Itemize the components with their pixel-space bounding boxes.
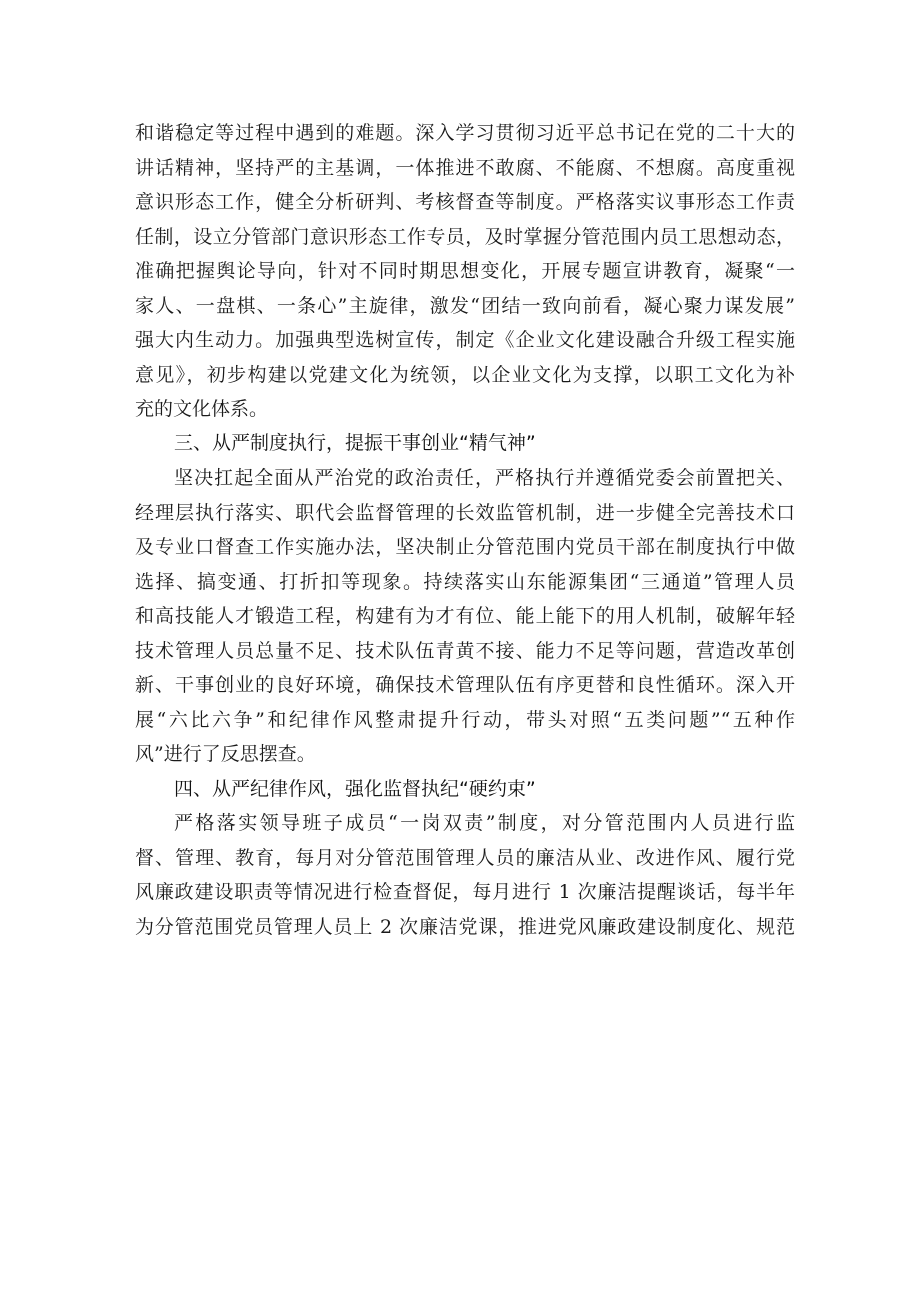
para2-line-3: 及专业口督查工作实施办法，坚决制止分管范围内党员干部在制度执行中做 [135,536,795,558]
para3-line-4: 为分管范围党员管理人员上 2 次廉洁党课，推进党风廉政建设制度化、规范 [135,916,795,938]
para1-line-5: 准确把握舆论导向，针对不同时期思想变化，开展专题宣讲教育，凝聚“一 [135,260,795,282]
para1-line-8: 意见》，初步构建以党建文化为统领，以企业文化为支撑，以职工文化为补 [135,364,795,386]
para2-line-4: 选择、搞变通、打折扣等现象。持续落实山东能源集团“三通道”管理人员 [135,571,795,593]
para1-line-6: 家人、一盘棋、一条心”主旋律，激发“团结一致向前看，凝心聚力谋发展” [135,295,795,317]
para2-line-5: 和高技能人才锻造工程，构建有为才有位、能上能下的用人机制，破解年轻 [135,605,795,627]
para2-line-1: 坚决扛起全面从严治党的政治责任，严格执行并遵循党委会前置把关、 [174,467,795,489]
para2-line-9: 风”进行了反思摆查。 [135,743,316,765]
para3-line-2: 督、管理、教育，每月对分管范围管理人员的廉洁从业、改进作风、履行党 [135,847,795,869]
para1-line-9: 充的文化体系。 [135,398,269,420]
para3-line-1: 严格落实领导班子成员“一岗双责”制度，对分管范围内人员进行监 [174,812,795,834]
para2-line-7: 新、干事创业的良好环境，确保技术管理队伍有序更替和良性循环。深入开 [135,674,795,696]
section-heading-4: 四、从严纪律作风，强化监督执纪“硬约束” [174,778,536,800]
para2-line-8: 展“六比六争”和纪律作风整肃提升行动，带头对照“五类问题”“五种作 [135,709,795,731]
para1-line-3: 意识形态工作，健全分析研判、考核督查等制度。严格落实议事形态工作责 [135,191,795,213]
para1-line-7: 强大内生动力。加强典型选树宣传，制定《企业文化建设融合升级工程实施 [135,329,795,351]
para3-line-3: 风廉政建设职责等情况进行检查督促，每月进行 1 次廉洁提醒谈话，每半年 [135,881,795,903]
para1-line-4: 任制，设立分管部门意识形态工作专员，及时掌握分管范围内员工思想动态， [135,226,795,248]
para2-line-6: 技术管理人员总量不足、技术队伍青黄不接、能力不足等问题，营造改革创 [135,640,795,662]
section-heading-3: 三、从严制度执行，提振干事创业“精气神” [174,432,536,454]
para2-line-2: 经理层执行落实、职代会监督管理的长效监管机制，进一步健全完善技术口 [135,502,795,524]
para1-line-2: 讲话精神，坚持严的主基调，一体推进不敢腐、不能腐、不想腐。高度重视 [135,157,795,179]
para1-line-1: 和谐稳定等过程中遇到的难题。深入学习贯彻习近平总书记在党的二十大的 [135,122,795,144]
